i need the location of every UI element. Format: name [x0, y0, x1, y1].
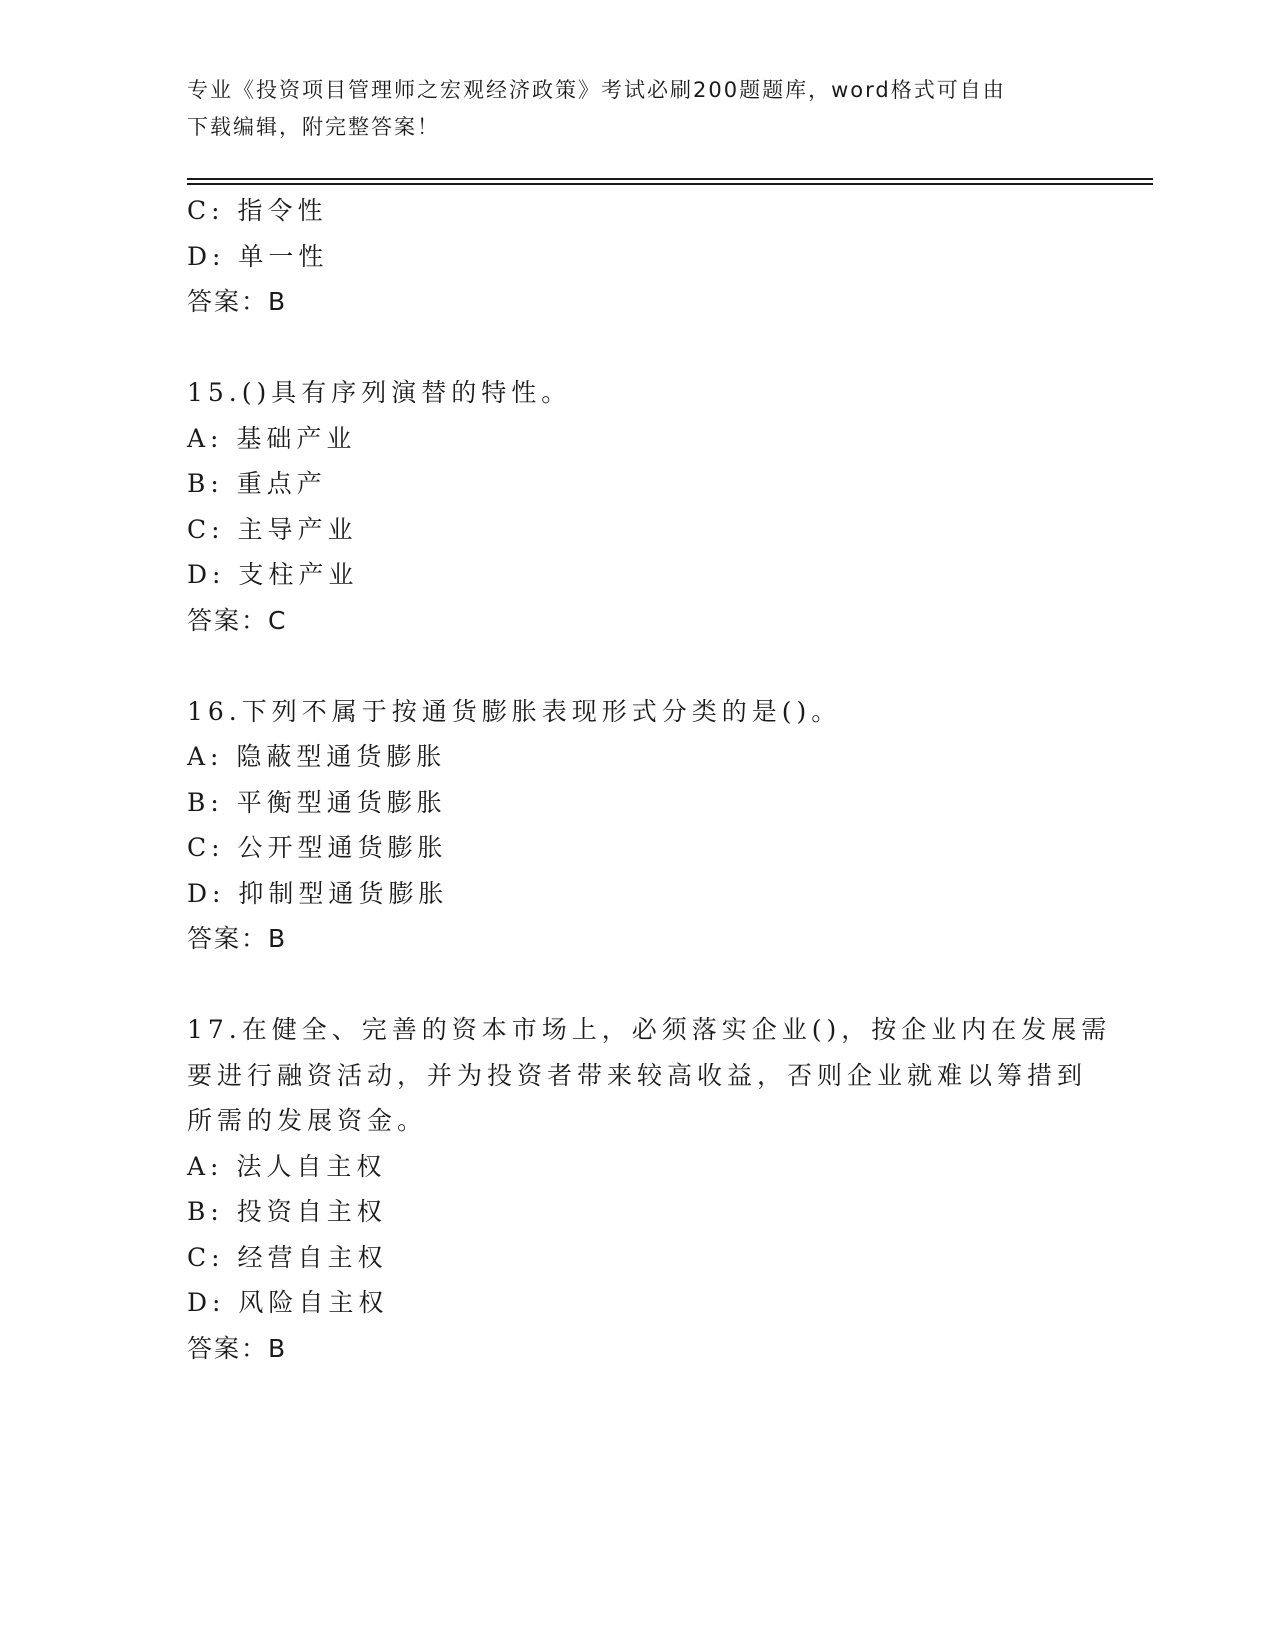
- question-stem-line-2: 要进行融资活动，并为投资者带来较高收益，否则企业就难以筹措到: [187, 1060, 1088, 1090]
- question-stem-line-1: 17.在健全、完善的资本市场上，必须落实企业()，按企业内在发展需: [187, 1015, 1112, 1044]
- answer-line: 答案：B: [187, 287, 288, 316]
- question-block-17: [187, 1007, 1112, 1371]
- option-b: B: 重点产: [187, 469, 327, 498]
- spacer: [187, 325, 1087, 371]
- spacer: [187, 643, 1087, 689]
- option-c: C: 公开型通货膨胀: [187, 833, 448, 862]
- header-line-1: 专业《投资项目管理师之宏观经济政策》考试必刷200题题库，word格式可自由: [187, 78, 1006, 102]
- header-line-2: 下载编辑，附完整答案！: [187, 115, 440, 139]
- question-block-16: [187, 689, 1087, 962]
- question-stem-line-3: 所需的发展资金。: [187, 1106, 428, 1135]
- question-stem: 15.()具有序列演替的特性。: [187, 378, 572, 407]
- prev-question-block: [187, 188, 1087, 325]
- answer-line: 答案：B: [187, 924, 288, 953]
- option-c: C: 主导产业: [187, 514, 358, 544]
- header-rule-bottom: [187, 183, 1153, 185]
- question-content: [187, 188, 1112, 1371]
- question-stem: 16.下列不属于按通货膨胀表现形式分类的是()。: [187, 696, 842, 726]
- option-c: C: 指令性: [187, 196, 328, 225]
- option-a: A: 隐蔽型通货膨胀: [187, 742, 447, 771]
- option-d: D: 风险自主权: [187, 1288, 389, 1317]
- option-b: B: 平衡型通货膨胀: [187, 787, 447, 817]
- option-a: A: 基础产业: [187, 423, 357, 453]
- answer-line: 答案：B: [187, 1333, 288, 1363]
- option-d: D: 支柱产业: [187, 560, 359, 589]
- option-b: B: 投资自主权: [187, 1197, 387, 1226]
- document-header: [187, 72, 1067, 146]
- option-a: A: 法人自主权: [187, 1151, 387, 1181]
- option-c: C: 经营自主权: [187, 1242, 388, 1272]
- option-d: D: 单一性: [187, 241, 329, 271]
- question-block-15: [187, 370, 1087, 643]
- spacer: [187, 962, 1087, 1008]
- option-d: D: 抑制型通货膨胀: [187, 878, 449, 908]
- answer-line: 答案：C: [187, 605, 288, 635]
- header-rule-top: [187, 178, 1153, 180]
